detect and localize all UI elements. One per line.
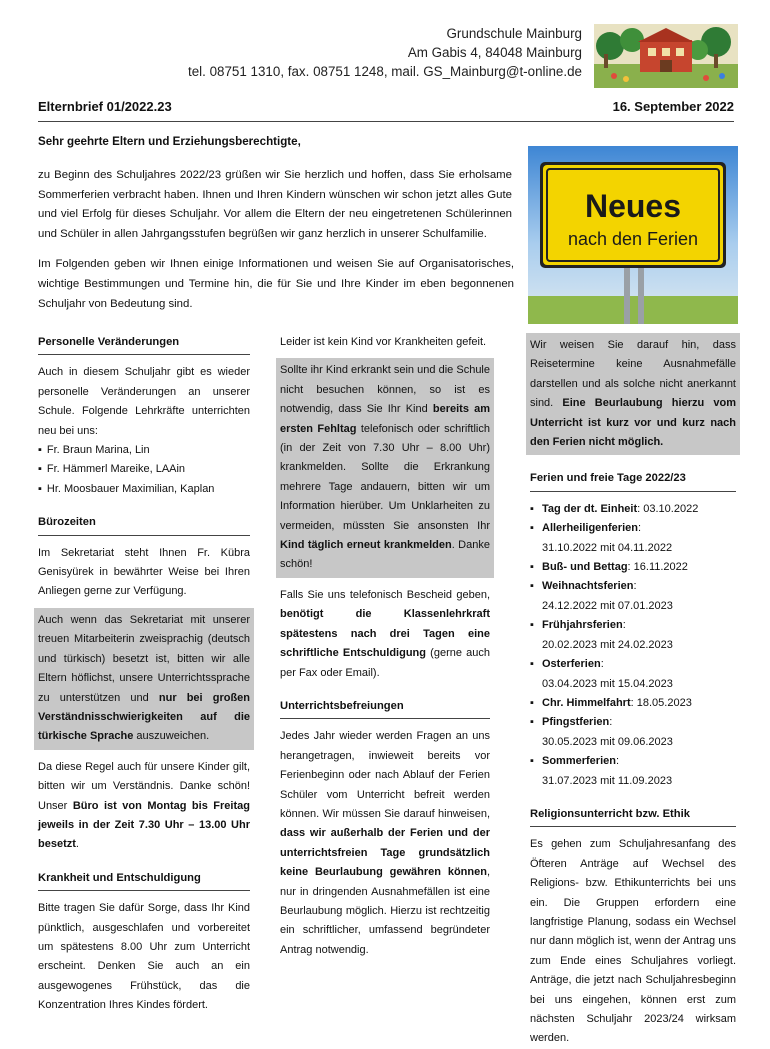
office-hours-text (38, 758, 250, 855)
holidays-list (530, 500, 736, 791)
language-note-text: Auch wenn das Sekretariat mit unserer treuen Mitarbeiterin zweisprachig (deutsch und türkisch) besetzt ist, bitten wir alle Eltern höflichst, unsere Unterrichtssprache zu unterstützen und (38, 613, 250, 704)
school-street: Am Gabis 4, 84048 Mainburg (407, 45, 582, 60)
column-2 (280, 333, 490, 960)
phone-note-bold: benötigt die Klassenlehrkraft spätestens nach drei Tagen eine schriftliche Entschuldigung (280, 608, 490, 660)
list-item (530, 655, 736, 694)
sign-text-ferien: nach den Ferien (567, 229, 699, 249)
list-item: ▪ Fr. Braun Marina, Lin (38, 441, 250, 460)
language-note-end: auszuweichen. (133, 730, 210, 743)
column-3 (530, 333, 736, 1049)
holiday-name: Chr. Himmelfahrt (542, 696, 631, 709)
school-contact: tel. 08751 1310, fax. 08751 1248, mail. GS_Mainburg@t-online.de (188, 64, 582, 79)
exemption-text-c: , nur in dringenden Ausnahmefällen ist eine Beurlaubung möglich. Hierzu ist rechtzeitig ein schriftlicher, umfassend begründeter Antrag notwendig. (280, 866, 490, 956)
intro-paragraph-1: zu Beginn des Schuljahres 2022/23 grüßen wir Sie herzlich und hoffen, dass Sie erholsame Sommerferien verbracht haben. Ihnen und Ihren Kindern wünschen wir schon jetzt alles Gute und viel Erfolg für dieses Schuljahr. Vor allem die Eltern der neu eingetretenen Schülerinnen und Schüler in allen Jahrgangsstufen begrüßen wir ganz herzlich in unserer Schulfamilie. (38, 169, 512, 240)
holiday-dates: 24.12.2022 mit 07.01.2023 (542, 599, 673, 612)
religion-title: Religionsunterricht bzw. Ethik (530, 805, 736, 827)
list-item (530, 752, 736, 791)
sick-note-bold: bereits am ersten Fehltag (280, 403, 490, 435)
holiday-colon: : (609, 716, 613, 729)
holiday-dates: : 16.11.2022 (627, 561, 688, 574)
travel-note (526, 333, 740, 455)
exemption-text (280, 727, 490, 960)
town-sign-image (528, 146, 738, 324)
sick-note-text: Sollte ihr Kind erkrankt sein und die Schule nicht besuchen können, so ist es notwendig, dass Sie Ihr Kind (280, 364, 490, 416)
holiday-colon: : (600, 658, 604, 671)
sign-text-neues: Neues (584, 188, 682, 224)
travel-note-bold: Eine Beurlaubung hierzu vom Unterricht ist kurz vor und kurz nach den Ferien nicht möglich. (530, 397, 736, 449)
holidays-title: Ferien und freie Tage 2022/23 (530, 469, 736, 491)
phone-note (280, 586, 490, 683)
holiday-dates: 20.02.2023 mit 24.02.2023 (542, 638, 673, 651)
column-1 (38, 333, 250, 1016)
office-hours-intro: Da diese Regel auch für unsere Kinder gilt, bitten wir um Verständnis. Danke schön! Unser (38, 760, 250, 812)
school-name: Grundschule Mainburg (446, 26, 582, 41)
holiday-name: Osterferien (542, 658, 601, 671)
list-item (530, 694, 736, 713)
language-note (34, 608, 254, 750)
language-note-bold-2: türkische Sprache (38, 730, 134, 743)
list-item (530, 558, 736, 577)
holiday-colon: : (633, 580, 637, 593)
holiday-colon: : (622, 619, 626, 632)
religion-text: Es gehen zum Schuljahresanfang des Öfteren Anträge auf Wechsel des Religions- bzw. Ethikunterrichts bei uns ein. Die Gruppen erfordern eine langfristige Planung, sodass ein Wechsel nur dann möglich ist, wenn der Antrag uns zum Ende eines Schuljahres vorliegt. Anträge, die jetzt nach Schuljahresbeginn bei uns eingehen, können erst zum nächsten Schuljahr 2023/24 wirksam werden. (530, 838, 736, 1045)
holiday-colon: : (637, 522, 642, 535)
language-note-bold: nur bei großen Verständnisschwierigkeiten (38, 691, 250, 723)
school-address (30, 24, 582, 81)
new-teachers-list (38, 441, 250, 499)
school-logo (594, 24, 738, 88)
list-item (530, 500, 736, 519)
letter-header-line (38, 98, 734, 122)
list-item (530, 713, 736, 752)
illness-text: Bitte tragen Sie dafür Sorge, dass Ihr Kind pünktlich, ausgeschlafen und vorbereitet um spätestens 8.00 Uhr zum Unterricht erscheint. Denken Sie auch an ein ausgewogenes Frühstück, das die Konzentration Ihres Kindes fördert. (38, 902, 250, 1012)
sick-note-end: . Danke schön! (280, 539, 490, 571)
sick-intro: Leider ist kein Kind vor Krankheiten gefeit. (280, 336, 487, 348)
travel-note-text: Wir weisen Sie darauf hin, dass Reisetermine keine Ausnahmefälle darstellen und als solche nicht anerkannt sind. (530, 339, 736, 410)
holiday-dates: : 18.05.2023 (630, 696, 692, 709)
exemption-text-a: Jedes Jahr wieder werden Fragen an uns herangetragen, inwieweit bereits vor Ferienbeginn oder nach Ablauf der Ferien Schüler vom Unterricht befreit werden können. Wir müssen Sie darauf hinweisen, (280, 730, 490, 820)
intro-text (38, 166, 512, 325)
holiday-dates: 31.10.2022 mit 04.11.2022 (542, 541, 673, 554)
office-text: Im Sekretariat steht Ihnen Fr. Kübra Genisyürek in bewährter Weise bei Ihren Anliegen gerne zur Verfügung. (38, 546, 250, 598)
language-note-bold-join: auf die (182, 710, 250, 723)
list-item (530, 616, 736, 655)
list-item (530, 577, 736, 616)
personnel-title: Personelle Veränderungen (38, 333, 250, 355)
sick-note (276, 358, 494, 577)
holiday-colon: : (615, 755, 620, 768)
holiday-name: Pfingstferien (542, 716, 610, 729)
sick-note-bold-2: Kind täglich erneut krankmelden (280, 539, 452, 552)
office-title: Bürozeiten (38, 513, 250, 535)
holiday-name: Weihnachtsferien (542, 580, 634, 593)
office-hours-bold: Büro ist von Montag bis Freitag jeweils in der Zeit 7.30 Uhr – 13.00 Uhr besetzt (38, 799, 250, 851)
holiday-name: Sommerferien (542, 755, 616, 768)
personnel-text: Auch in diesem Schuljahr gibt es wieder personelle Veränderungen an unserer Schule. Folgende Lehrkräfte unterrichten neu bei uns: (38, 366, 250, 437)
list-item: ▪ Fr. Hämmerl Mareike, LAAin (38, 460, 250, 479)
list-item (530, 519, 736, 558)
holiday-dates: 30.05.2023 mit 09.06.2023 (542, 735, 673, 748)
phone-note-text: Falls Sie uns telefonisch Bescheid geben, (280, 588, 490, 601)
phone-note-end: (gerne auch per Fax oder Email). (280, 647, 491, 679)
letter-number: Elternbrief 01/2022.23 (38, 99, 172, 114)
intro-paragraph-2: Im Folgenden geben wir Ihnen einige Informationen und weisen Sie auf Organisatorisches, wichtige Bestimmungen und Termine hin, die für Sie und Ihre Kinder im eben begonnenen Schuljahr von Bedeutung sind. (38, 258, 514, 310)
list-item: ▪ Hr. Moosbauer Maximilian, Kaplan (38, 480, 250, 499)
holiday-dates: 31.07.2023 mit 11.09.2023 (542, 774, 673, 787)
salutation: Sehr geehrte Eltern und Erziehungsberechtigte, (38, 135, 301, 148)
holiday-name: Buß- und Bettag (542, 561, 628, 574)
illness-title: Krankheit und Entschuldigung (38, 869, 250, 891)
office-hours-end: . (75, 838, 79, 851)
holiday-name: Frühjahrsferien (542, 619, 623, 632)
sick-note-text-2: telefonisch oder schriftlich (in der Zeit von 7.30 Uhr – 8.00 Uhr) krankmelden. Sollte die Erkrankung mehrere Tage andauern, bitten wir um Information hierüber. Um Unklarheiten zu vermeiden, müssten Sie ansonsten Ihr (280, 422, 490, 532)
exemption-title: Unterrichtsbefreiungen (280, 697, 490, 719)
holiday-name: Allerheiligenferien (542, 522, 638, 535)
holiday-dates: 03.04.2023 mit 15.04.2023 (542, 677, 673, 690)
letter-date: 16. September 2022 (612, 99, 734, 114)
holiday-dates: : 03.10.2022 (637, 502, 699, 515)
school-logo-image (594, 24, 738, 88)
exemption-text-bold: dass wir außerhalb der Ferien und der unterrichtsfreien Tage grundsätzlich keine Beurlaubung gewähren können (280, 827, 490, 879)
holiday-name: Tag der dt. Einheit (542, 502, 638, 515)
